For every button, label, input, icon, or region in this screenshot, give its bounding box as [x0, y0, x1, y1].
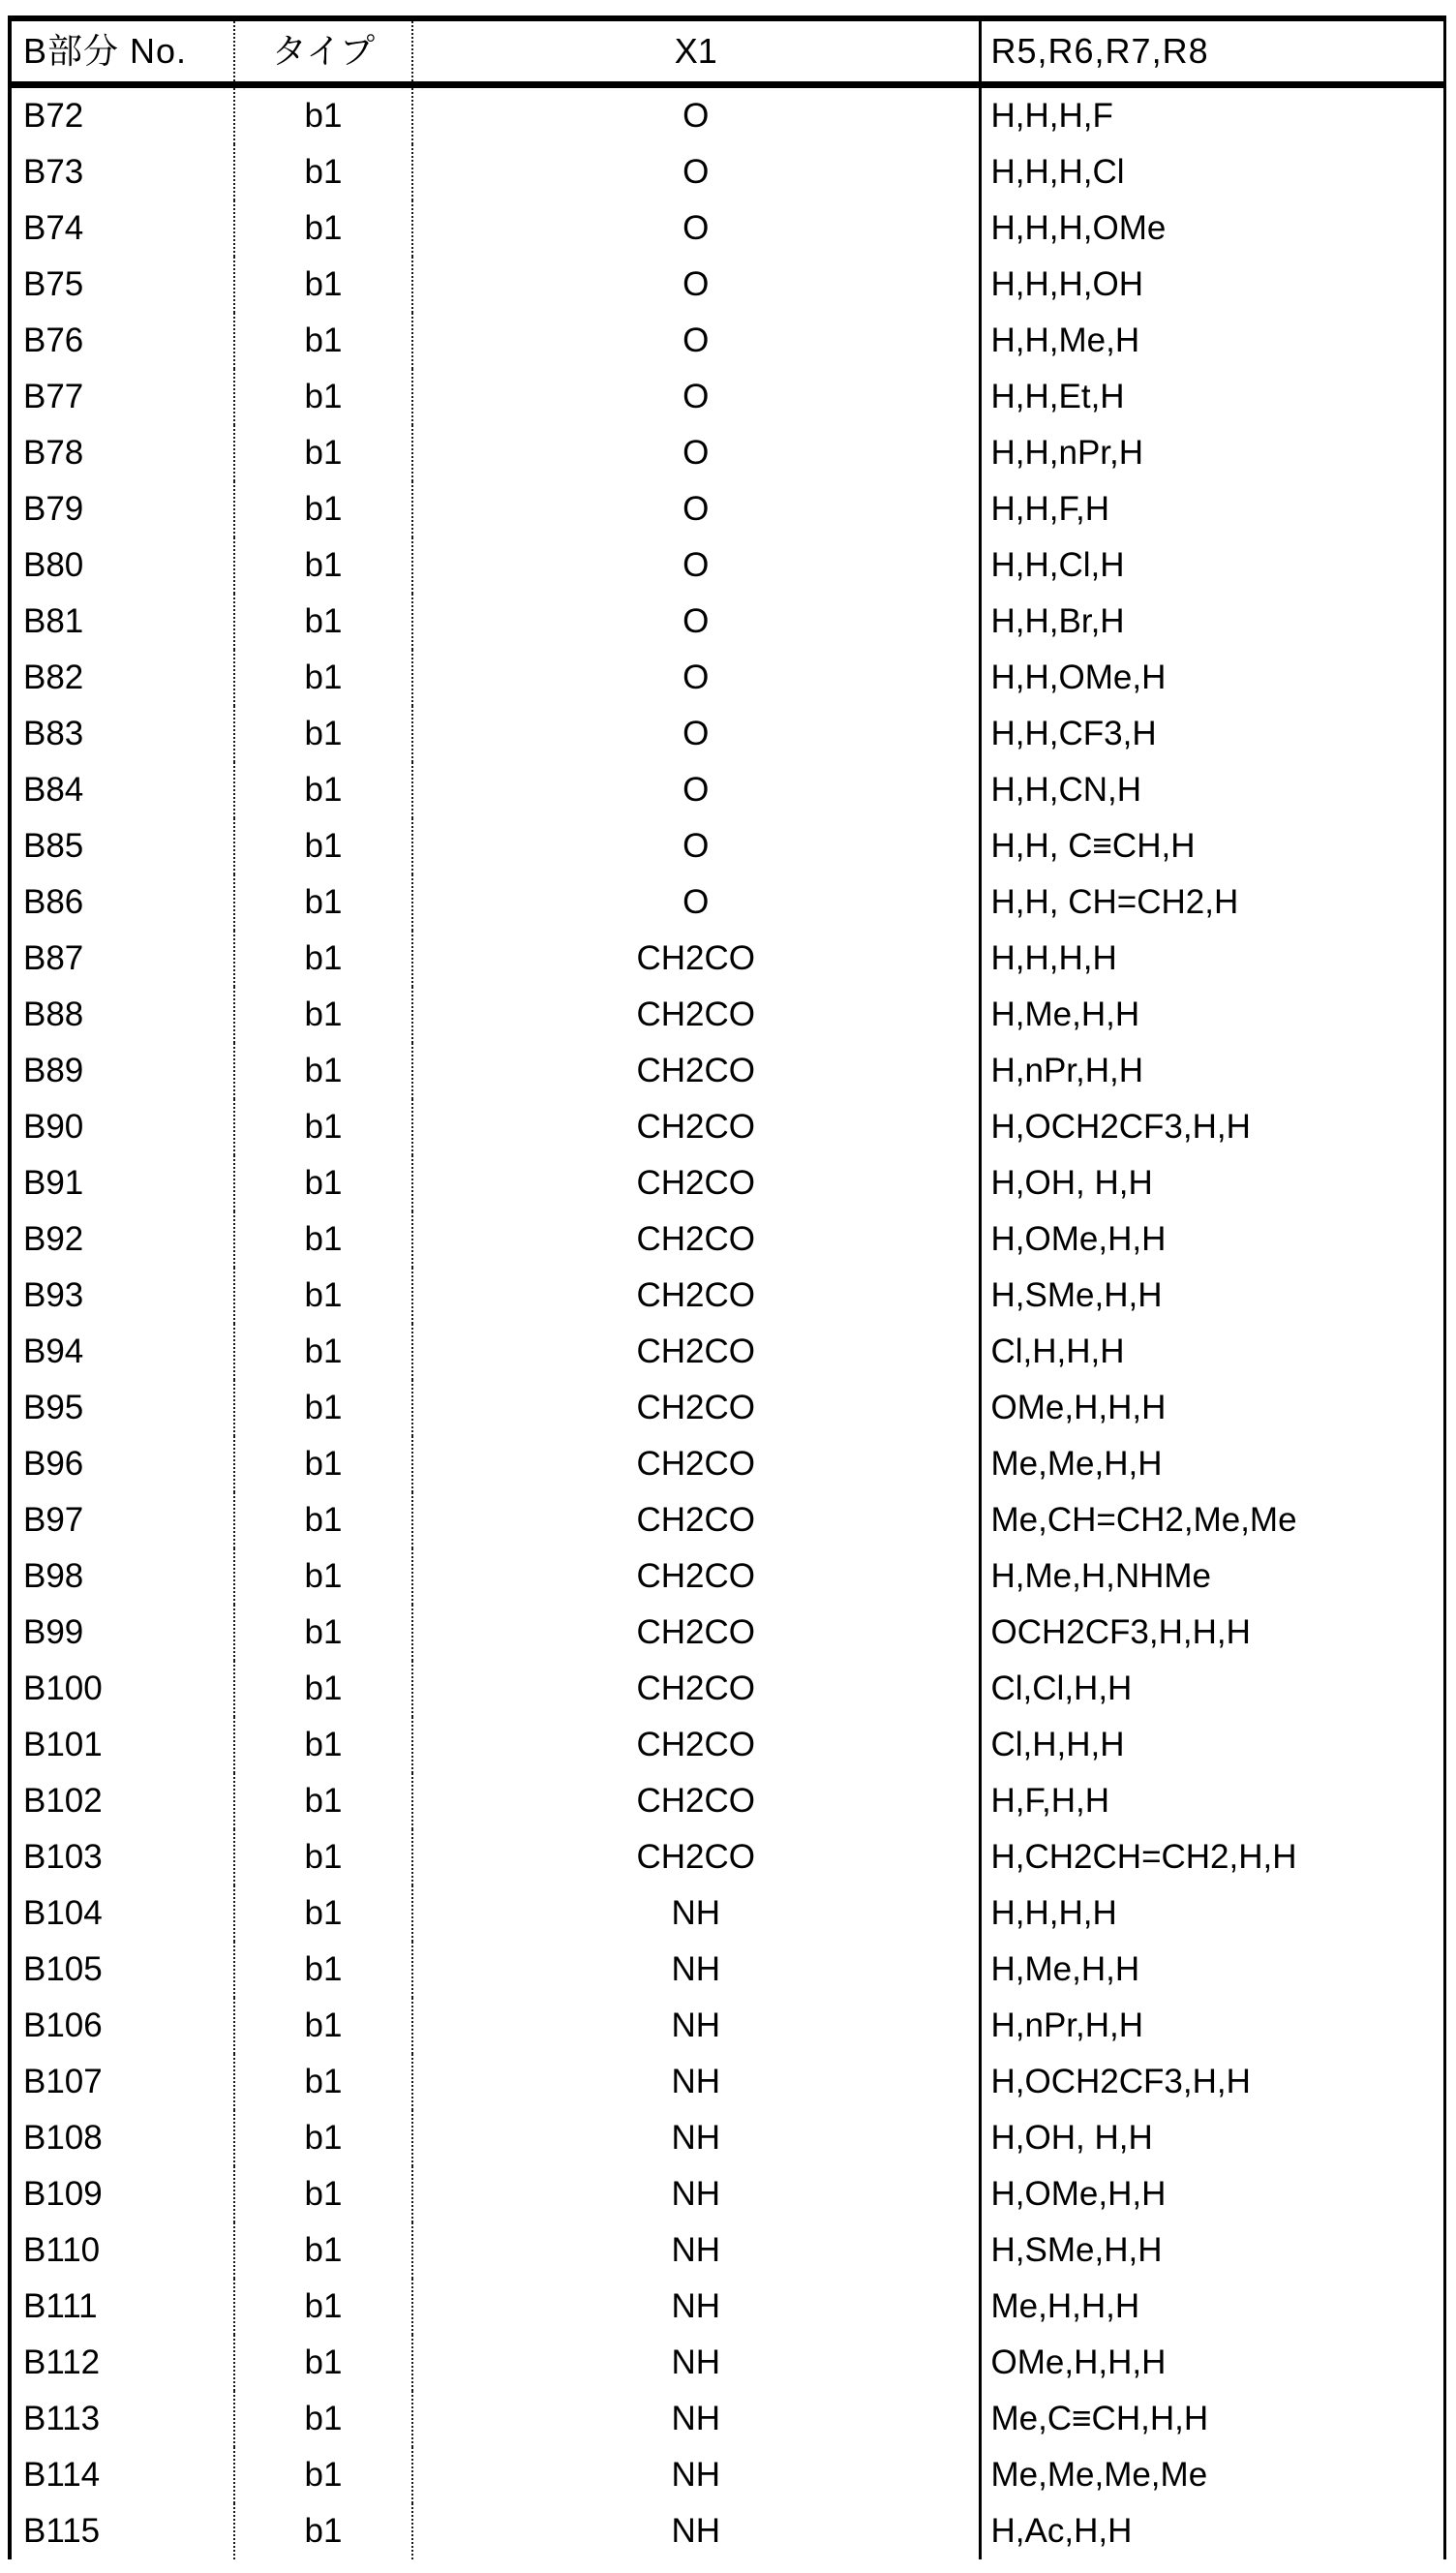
- table-row: [10, 369, 1444, 425]
- cell-type: b1: [234, 1717, 412, 1773]
- cell-type: b1: [234, 313, 412, 369]
- table-row: [10, 818, 1444, 874]
- table-row: [10, 1548, 1444, 1605]
- cell-type: b1: [234, 594, 412, 650]
- cell-r5678: Cl,H,H,H: [990, 1726, 1125, 1763]
- cell-type: b1: [234, 818, 412, 874]
- table-row: [10, 1268, 1444, 1324]
- cell-b-part-no: B115: [10, 2503, 234, 2559]
- table-row: [10, 1211, 1444, 1268]
- table-row: [10, 1099, 1444, 1155]
- cell-r5678: H,SMe,H,H: [990, 2231, 1163, 2269]
- cell-x1: CH2CO: [412, 1717, 980, 1773]
- cell-type: b1: [234, 257, 412, 313]
- cell-type: b1: [234, 2279, 412, 2335]
- cell-x1: O: [412, 369, 980, 425]
- cell-type: b1: [234, 2447, 412, 2503]
- cell-r5678: H,nPr,H,H: [990, 1052, 1144, 1089]
- cell-type: b1: [234, 1998, 412, 2054]
- cell-x1: O: [412, 425, 980, 481]
- cell-r5678: H,CH2CH=CH2,H,H: [990, 1838, 1297, 1876]
- cell-x1: NH: [412, 2166, 980, 2222]
- column-header-r5678: R5,R6,R7,R8: [980, 18, 1444, 85]
- cell-type: b1: [234, 987, 412, 1043]
- cell-r5678: H,OH, H,H: [990, 1164, 1153, 1202]
- cell-r5678: H,H,Me,H: [990, 322, 1140, 359]
- cell-b-part-no: B114: [10, 2447, 234, 2503]
- cell-x1: O: [412, 762, 980, 818]
- cell-b-part-no: B93: [10, 1268, 234, 1324]
- cell-type: b1: [234, 2335, 412, 2391]
- cell-b-part-no: B105: [10, 1942, 234, 1998]
- table-row: [10, 931, 1444, 987]
- cell-r5678: OCH2CF3,H,H,H: [990, 1613, 1251, 1651]
- cell-r5678: H,OMe,H,H: [990, 2175, 1167, 2213]
- cell-b-part-no: B109: [10, 2166, 234, 2222]
- header-row: [10, 18, 1444, 85]
- column-header-type: タイプ: [234, 18, 412, 85]
- cell-type: b1: [234, 2391, 412, 2447]
- cell-b-part-no: B106: [10, 1998, 234, 2054]
- cell-x1: O: [412, 257, 980, 313]
- table-row: [10, 987, 1444, 1043]
- table-row: [10, 425, 1444, 481]
- cell-x1: NH: [412, 1998, 980, 2054]
- cell-b-part-no: B72: [10, 85, 234, 145]
- cell-type: b1: [234, 762, 412, 818]
- cell-r5678: H,Ac,H,H: [990, 2512, 1133, 2550]
- table-row: [10, 1942, 1444, 1998]
- table-row: [10, 313, 1444, 369]
- cell-type: b1: [234, 85, 412, 145]
- cell-b-part-no: B81: [10, 594, 234, 650]
- cell-b-part-no: B73: [10, 144, 234, 200]
- cell-b-part-no: B78: [10, 425, 234, 481]
- table-row: [10, 1043, 1444, 1099]
- cell-r5678: Me,Me,Me,Me: [990, 2456, 1208, 2494]
- cell-type: b1: [234, 1492, 412, 1548]
- cell-x1: CH2CO: [412, 1268, 980, 1324]
- cell-b-part-no: B94: [10, 1324, 234, 1380]
- cell-b-part-no: B97: [10, 1492, 234, 1548]
- cell-type: b1: [234, 1829, 412, 1885]
- table-row: [10, 1829, 1444, 1885]
- cell-x1: CH2CO: [412, 1324, 980, 1380]
- cell-b-part-no: B85: [10, 818, 234, 874]
- table-row: [10, 1324, 1444, 1380]
- cell-x1: NH: [412, 2222, 980, 2279]
- cell-r5678: Me,Me,H,H: [990, 1445, 1163, 1483]
- cell-type: b1: [234, 1661, 412, 1717]
- cell-x1: NH: [412, 2447, 980, 2503]
- cell-type: b1: [234, 1942, 412, 1998]
- cell-x1: O: [412, 481, 980, 537]
- table-row: [10, 1885, 1444, 1942]
- table-row: [10, 1717, 1444, 1773]
- cell-type: b1: [234, 481, 412, 537]
- cell-b-part-no: B79: [10, 481, 234, 537]
- cell-type: b1: [234, 425, 412, 481]
- cell-x1: NH: [412, 2110, 980, 2166]
- cell-r5678: Cl,Cl,H,H: [990, 1669, 1133, 1707]
- cell-x1: CH2CO: [412, 1380, 980, 1436]
- cell-r5678: H,H,H,H: [990, 939, 1117, 977]
- cell-r5678: H,F,H,H: [990, 1782, 1109, 1820]
- cell-type: b1: [234, 369, 412, 425]
- table-row: [10, 650, 1444, 706]
- cell-r5678: Me,CH=CH2,Me,Me: [990, 1501, 1297, 1539]
- cell-r5678: H,H,H,OH: [990, 265, 1143, 303]
- cell-b-part-no: B82: [10, 650, 234, 706]
- cell-type: b1: [234, 1605, 412, 1661]
- table-row: [10, 874, 1444, 931]
- cell-x1: O: [412, 650, 980, 706]
- cell-type: b1: [234, 2503, 412, 2559]
- cell-x1: CH2CO: [412, 1043, 980, 1099]
- cell-x1: O: [412, 313, 980, 369]
- cell-type: b1: [234, 200, 412, 257]
- cell-r5678: H,H,Cl,H: [990, 546, 1125, 584]
- cell-r5678: H,Me,H,NHMe: [990, 1557, 1212, 1595]
- table-row: [10, 2054, 1444, 2110]
- cell-b-part-no: B89: [10, 1043, 234, 1099]
- cell-r5678: H,H,H,OMe: [990, 209, 1167, 247]
- cell-b-part-no: B110: [10, 2222, 234, 2279]
- cell-r5678: H,H, C≡CH,H: [990, 827, 1196, 865]
- cell-b-part-no: B98: [10, 1548, 234, 1605]
- cell-b-part-no: B92: [10, 1211, 234, 1268]
- cell-b-part-no: B86: [10, 874, 234, 931]
- cell-r5678: H,Me,H,H: [990, 996, 1140, 1033]
- cell-type: b1: [234, 2222, 412, 2279]
- table-row: [10, 1661, 1444, 1717]
- cell-x1: CH2CO: [412, 1492, 980, 1548]
- cell-r5678: Me,C≡CH,H,H: [990, 2400, 1209, 2437]
- table-row: [10, 85, 1444, 145]
- table-row: [10, 1605, 1444, 1661]
- cell-type: b1: [234, 2110, 412, 2166]
- cell-type: b1: [234, 1043, 412, 1099]
- cell-x1: CH2CO: [412, 931, 980, 987]
- cell-type: b1: [234, 874, 412, 931]
- cell-type: b1: [234, 1773, 412, 1829]
- cell-type: b1: [234, 1155, 412, 1211]
- cell-type: b1: [234, 1211, 412, 1268]
- cell-r5678: H,H,Br,H: [990, 602, 1125, 640]
- table-row: [10, 1155, 1444, 1211]
- table-row: [10, 2503, 1444, 2559]
- table-row: [10, 1492, 1444, 1548]
- cell-r5678: H,H,H,F: [990, 97, 1113, 135]
- cell-b-part-no: B112: [10, 2335, 234, 2391]
- cell-r5678: H,H,H,Cl: [990, 153, 1125, 191]
- cell-r5678: H,nPr,H,H: [990, 2006, 1144, 2044]
- cell-x1: O: [412, 144, 980, 200]
- cell-b-part-no: B108: [10, 2110, 234, 2166]
- table-row: [10, 594, 1444, 650]
- cell-r5678: H,H,nPr,H: [990, 434, 1144, 472]
- table-row: [10, 2391, 1444, 2447]
- cell-x1: NH: [412, 2391, 980, 2447]
- cell-r5678: Cl,H,H,H: [990, 1332, 1125, 1370]
- column-header-b-part-no: B部分 No.: [10, 18, 234, 85]
- cell-r5678: Me,H,H,H: [990, 2287, 1140, 2325]
- cell-r5678: H,H,OMe,H: [990, 659, 1167, 696]
- table-row: [10, 1998, 1444, 2054]
- table-row: [10, 2222, 1444, 2279]
- cell-b-part-no: B103: [10, 1829, 234, 1885]
- cell-type: b1: [234, 2166, 412, 2222]
- cell-type: b1: [234, 1380, 412, 1436]
- cell-b-part-no: B104: [10, 1885, 234, 1942]
- cell-r5678: H,H,CN,H: [990, 771, 1142, 809]
- table-row: [10, 2110, 1444, 2166]
- table-row: [10, 537, 1444, 594]
- cell-type: b1: [234, 650, 412, 706]
- cell-x1: O: [412, 594, 980, 650]
- cell-b-part-no: B99: [10, 1605, 234, 1661]
- cell-type: b1: [234, 144, 412, 200]
- cell-b-part-no: B100: [10, 1661, 234, 1717]
- cell-b-part-no: B90: [10, 1099, 234, 1155]
- cell-x1: CH2CO: [412, 1099, 980, 1155]
- cell-type: b1: [234, 1548, 412, 1605]
- cell-x1: CH2CO: [412, 1661, 980, 1717]
- table-row: [10, 762, 1444, 818]
- cell-x1: O: [412, 537, 980, 594]
- table-row: [10, 144, 1444, 200]
- cell-b-part-no: B75: [10, 257, 234, 313]
- cell-b-part-no: B111: [10, 2279, 234, 2335]
- cell-type: b1: [234, 1099, 412, 1155]
- cell-type: b1: [234, 706, 412, 762]
- table-row: [10, 2279, 1444, 2335]
- table-row: [10, 1380, 1444, 1436]
- cell-x1: NH: [412, 1885, 980, 1942]
- table-row: [10, 2335, 1444, 2391]
- cell-r5678: H,H,CF3,H: [990, 715, 1157, 752]
- cell-b-part-no: B101: [10, 1717, 234, 1773]
- cell-b-part-no: B87: [10, 931, 234, 987]
- table-header: [10, 18, 1444, 85]
- cell-b-part-no: B102: [10, 1773, 234, 1829]
- cell-r5678: H,H,Et,H: [990, 378, 1125, 415]
- cell-x1: CH2CO: [412, 1436, 980, 1492]
- table-row: [10, 706, 1444, 762]
- cell-b-part-no: B83: [10, 706, 234, 762]
- cell-b-part-no: B80: [10, 537, 234, 594]
- cell-x1: O: [412, 85, 980, 145]
- table-row: [10, 2166, 1444, 2222]
- table-row: [10, 2447, 1444, 2503]
- cell-type: b1: [234, 2054, 412, 2110]
- cell-x1: NH: [412, 2335, 980, 2391]
- cell-r5678: H,Me,H,H: [990, 1950, 1140, 1988]
- table-row: [10, 1436, 1444, 1492]
- cell-type: b1: [234, 1436, 412, 1492]
- cell-r5678: H,H,F,H: [990, 490, 1109, 528]
- cell-r5678: H,OCH2CF3,H,H: [990, 1108, 1251, 1146]
- cell-r5678: H,SMe,H,H: [990, 1276, 1163, 1314]
- cell-type: b1: [234, 1885, 412, 1942]
- cell-x1: O: [412, 706, 980, 762]
- cell-x1: CH2CO: [412, 1829, 980, 1885]
- cell-x1: NH: [412, 2054, 980, 2110]
- cell-x1: O: [412, 200, 980, 257]
- cell-b-part-no: B84: [10, 762, 234, 818]
- cell-b-part-no: B88: [10, 987, 234, 1043]
- cell-r5678: H,H, CH=CH2,H: [990, 883, 1239, 921]
- table-row: [10, 481, 1444, 537]
- cell-x1: CH2CO: [412, 1548, 980, 1605]
- cell-r5678: H,OMe,H,H: [990, 1220, 1167, 1258]
- cell-r5678: OMe,H,H,H: [990, 2343, 1167, 2381]
- cell-r5678: H,H,H,H: [990, 1894, 1117, 1932]
- cell-type: b1: [234, 537, 412, 594]
- cell-x1: CH2CO: [412, 1211, 980, 1268]
- cell-b-part-no: B95: [10, 1380, 234, 1436]
- cell-x1: NH: [412, 1942, 980, 1998]
- column-header-x1: X1: [412, 18, 980, 85]
- cell-b-part-no: B74: [10, 200, 234, 257]
- table-body: [10, 85, 1444, 2560]
- cell-b-part-no: B77: [10, 369, 234, 425]
- cell-r5678: OMe,H,H,H: [990, 1389, 1167, 1426]
- cell-x1: NH: [412, 2279, 980, 2335]
- cell-x1: CH2CO: [412, 1605, 980, 1661]
- compound-table: [8, 15, 1446, 2559]
- cell-x1: CH2CO: [412, 1773, 980, 1829]
- cell-b-part-no: B76: [10, 313, 234, 369]
- cell-type: b1: [234, 1324, 412, 1380]
- cell-x1: O: [412, 874, 980, 931]
- cell-b-part-no: B113: [10, 2391, 234, 2447]
- cell-x1: O: [412, 818, 980, 874]
- cell-b-part-no: B107: [10, 2054, 234, 2110]
- cell-x1: NH: [412, 2503, 980, 2559]
- cell-r5678: H,OCH2CF3,H,H: [990, 2063, 1251, 2100]
- cell-b-part-no: B91: [10, 1155, 234, 1211]
- table-row: [10, 200, 1444, 257]
- table-row: [10, 1773, 1444, 1829]
- cell-x1: CH2CO: [412, 987, 980, 1043]
- cell-type: b1: [234, 931, 412, 987]
- table-row: [10, 257, 1444, 313]
- cell-r5678: H,OH, H,H: [990, 2119, 1153, 2157]
- cell-type: b1: [234, 1268, 412, 1324]
- cell-b-part-no: B96: [10, 1436, 234, 1492]
- cell-x1: CH2CO: [412, 1155, 980, 1211]
